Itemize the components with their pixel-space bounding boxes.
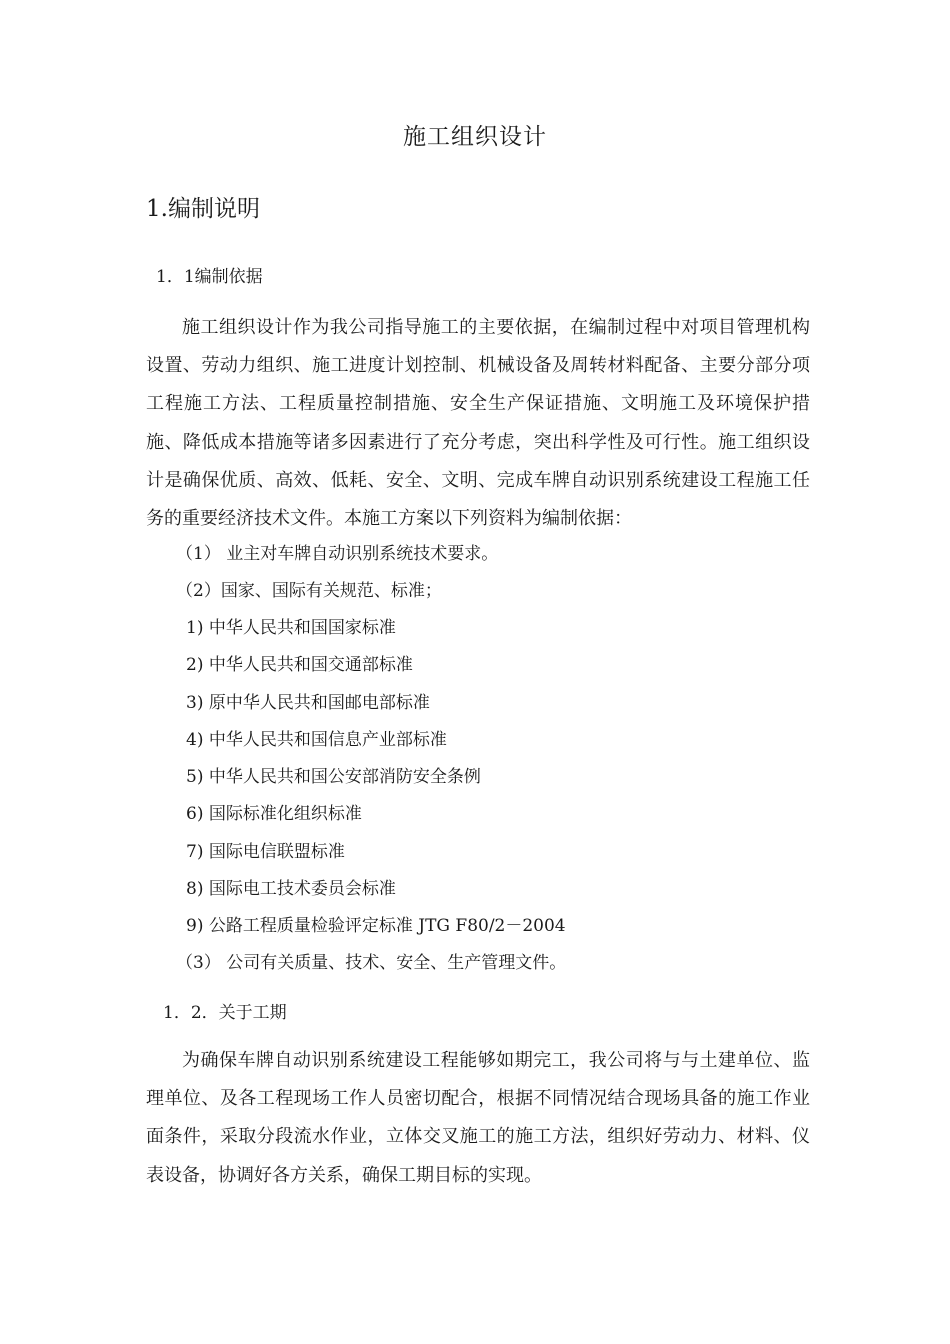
list-item: 1) 中华人民共和国国家标准 [186, 618, 396, 638]
list-item: （3） 公司有关质量、技术、安全、生产管理文件。 [176, 953, 567, 973]
list-item: 6) 国际标准化组织标准 [186, 804, 362, 824]
list-item: 4) 中华人民共和国信息产业部标准 [186, 730, 447, 750]
paragraph-compilation-basis: 施工组织设计作为我公司指导施工的主要依据，在编制过程中对项目管理机构设置、劳动力组织、施工进度计划控制、机械设备及周转材料配备、主要分部分项工程施工方法、工程质量控制措施、安全生产保证措施、文明施工及环境保护措施、降低成本措施等诸多因素进行了充分考虑，突出科学性及可行性。施工组织设计是确保优质、高效、低耗、安全、文明、完成车牌自动识别系统建设工程施工任务的重要经济技术文件。本施工方案以下列资料为编制依据： [146, 317, 810, 530]
section-1-2-heading: 1．2．关于工期 [163, 1003, 287, 1023]
list-item: 2) 中华人民共和国交通部标准 [186, 655, 413, 675]
list-item: 3) 原中华人民共和国邮电部标准 [186, 693, 430, 713]
list-item: （1） 业主对车牌自动识别系统技术要求。 [176, 544, 499, 564]
list-item: 8) 国际电工技术委员会标准 [186, 879, 396, 899]
list-item: 7) 国际电信联盟标准 [186, 842, 345, 862]
document-title: 施工组织设计 [403, 124, 547, 150]
heading-compilation-notes: 1.编制说明 [146, 196, 260, 222]
list-item: 9) 公路工程质量检验评定标准 JTG F80/2－2004 [186, 916, 566, 936]
list-item: （2）国家、国际有关规范、标准； [176, 581, 442, 601]
section-1-1-heading: 1．1编制依据 [156, 267, 263, 287]
paragraph-schedule: 为确保车牌自动识别系统建设工程能够如期完工，我公司将与与土建单位、监理单位、及各工程现场工作人员密切配合，根据不同情况结合现场具备的施工作业面条件，采取分段流水作业，立体交叉施工的施工方法，组织好劳动力、材料、仪表设备，协调好各方关系，确保工期目标的实现。 [146, 1050, 810, 1186]
list-item: 5) 中华人民共和国公安部消防安全条例 [186, 767, 481, 787]
